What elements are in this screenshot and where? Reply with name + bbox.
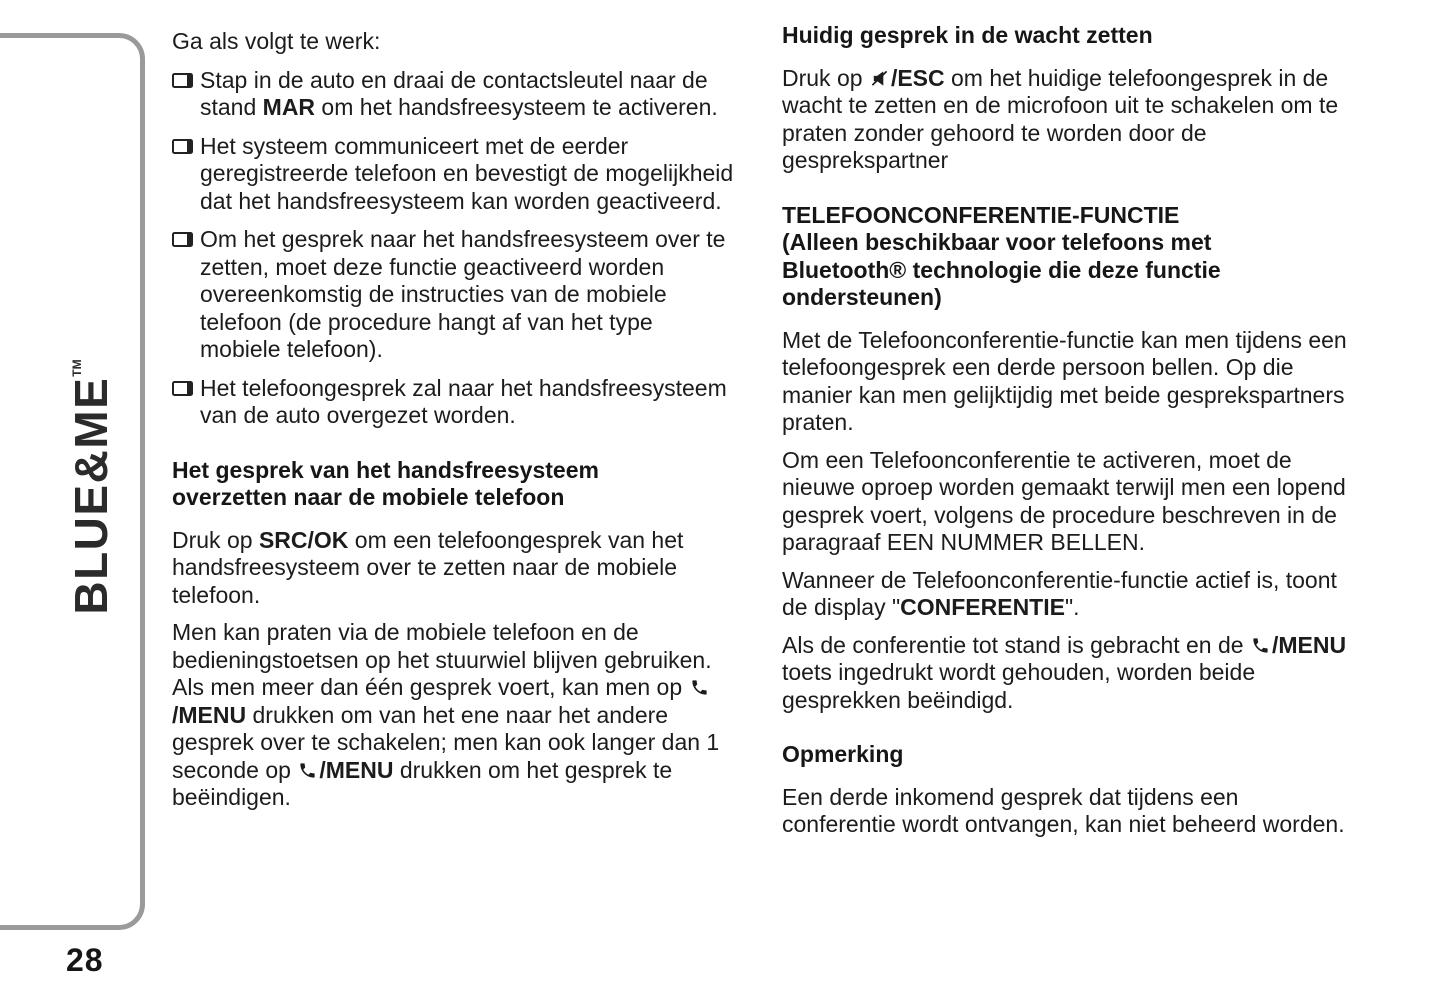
text-run: (Alleen beschikbaar voor telefoons met: [782, 229, 1212, 255]
paragraph: [782, 632, 1354, 715]
phone-handset-icon: [298, 761, 317, 780]
blue-and-me-logo: [64, 359, 118, 614]
checkbox-bullet-icon: [172, 232, 193, 247]
checkbox-bullet-icon: [172, 139, 193, 154]
phone-handset-icon: [1251, 636, 1270, 655]
text-run: TELEFOONCONFERENTIE-FUNCTIE: [782, 201, 1180, 228]
text-run: Stap in de auto en draai de contactsleutel naar de stand: [200, 66, 708, 120]
section-heading: [782, 741, 1354, 769]
emphasis-text: /MENU: [319, 756, 394, 783]
text-run: Om een Telefoonconferentie te activeren, moet de nieuwe oproep worden gemaakt terwijl men een lopend gesprek voert, volgens de procedure beschreven in de paragraaf EEN NUMMER BELLEN.: [782, 446, 1346, 555]
text-run: om een telefoongesprek van het handsfreesysteem over te zetten naar de mobiele telefoon.: [172, 526, 684, 608]
bullet-text: [200, 67, 734, 122]
emphasis-text: SRC/OK: [258, 526, 349, 553]
bullet-text: [200, 375, 734, 430]
text-run: om het handsfreesysteem te activeren.: [315, 94, 718, 120]
text-run: toets ingedrukt wordt gehouden, worden beide gesprekken beëindigd.: [782, 659, 1256, 713]
paragraph: [172, 619, 734, 812]
bullet-item: [172, 67, 734, 122]
emphasis-text: CONFERENTIE: [900, 594, 1065, 620]
text-run: Druk op: [172, 526, 259, 553]
text-run: Om het gesprek naar het handsfreesysteem over te zetten, moet deze functie geactiveerd worden overeenkomstig de instructies van de mobiele telefoon (de procedure hangt af van het type mobiele telefoon).: [200, 226, 726, 362]
text-run: drukken om het gesprek te beëindigen.: [172, 756, 673, 810]
emphasis-text: MAR: [262, 94, 316, 120]
text-run: Met de Telefoonconferentie-functie kan men tijdens een telefoongesprek een derde persoon bellen. Op die manier kan men gelijktijdig met beide gesprekspartners praten.: [782, 326, 1347, 435]
paragraph: [172, 28, 734, 56]
page-number: 28: [66, 942, 104, 978]
checkbox-bullet-icon: [172, 381, 193, 396]
text-run: Het telefoongesprek zal naar het handsfreesysteem van de auto overgezet worden.: [200, 374, 727, 428]
emphasis-text: /MENU: [1271, 631, 1347, 658]
bullet-text: [200, 133, 734, 216]
text-run: ondersteunen): [782, 284, 942, 310]
paragraph: [782, 65, 1354, 175]
paragraph: [782, 567, 1354, 622]
text-run: overzetten naar de mobiele telefoon: [172, 484, 565, 510]
emphasis-text: /MENU: [172, 701, 247, 728]
text-run: Een derde inkomend gesprek dat tijdens een conferentie wordt ontvangen, kan niet beheerd worden.: [782, 783, 1345, 837]
right-text-column: [782, 22, 1354, 839]
phone-handset-icon: [690, 678, 709, 697]
text-run: drukken om van het ene naar het andere gesprek over te schakelen; men kan ook langer dan 1 seconde op: [172, 701, 720, 783]
left-text-column: [172, 28, 734, 812]
text-run: Huidig gesprek in de wacht zetten: [782, 22, 1153, 48]
bullet-item: [172, 226, 734, 364]
logo-trademark: TM: [70, 359, 84, 377]
text-run: Wanneer de Telefoonconferentie-functie actief is, toont de display ": [782, 566, 1337, 620]
bullet-text: [200, 226, 734, 364]
text-run: Druk op: [782, 64, 869, 91]
text-run: Het gesprek van het handsfreesysteem: [172, 456, 599, 483]
paragraph: [782, 327, 1354, 437]
emphasis-text: /ESC: [890, 64, 945, 91]
text-run: ".: [1064, 594, 1080, 620]
bullet-item: [172, 375, 734, 430]
text-run: Opmerking: [782, 741, 904, 767]
section-heading: [782, 202, 1354, 312]
checkbox-bullet-icon: [172, 73, 193, 88]
text-run: Ga als volgt te werk:: [172, 28, 381, 54]
bullet-item: [172, 133, 734, 216]
paragraph: [782, 447, 1354, 557]
text-run: Bluetooth® technologie die deze functie: [782, 256, 1221, 283]
text-run: Als de conferentie tot stand is gebracht en de: [782, 631, 1250, 658]
section-heading: [172, 457, 734, 512]
paragraph: [782, 784, 1354, 839]
paragraph: [172, 527, 734, 610]
text-run: om het huidige telefoongesprek in de wacht te zetten en de microfoon uit te schakelen om te praten zonder gehoord te worden door de gesprekspartner: [782, 64, 1339, 173]
logo-text: BLUE&ME: [65, 376, 117, 615]
text-run: Het systeem communiceert met de eerder geregistreerde telefoon en bevestigt de mogelijkheid dat het handsfreesysteem kan worden geactiveerd.: [200, 132, 734, 214]
section-heading: [782, 22, 1354, 50]
text-run: Men kan praten via de mobiele telefoon en de bedieningstoetsen op het stuurwiel blijven gebruiken. Als men meer dan één gesprek voert, kan men op: [172, 619, 712, 700]
mute-speaker-icon: [870, 69, 889, 88]
